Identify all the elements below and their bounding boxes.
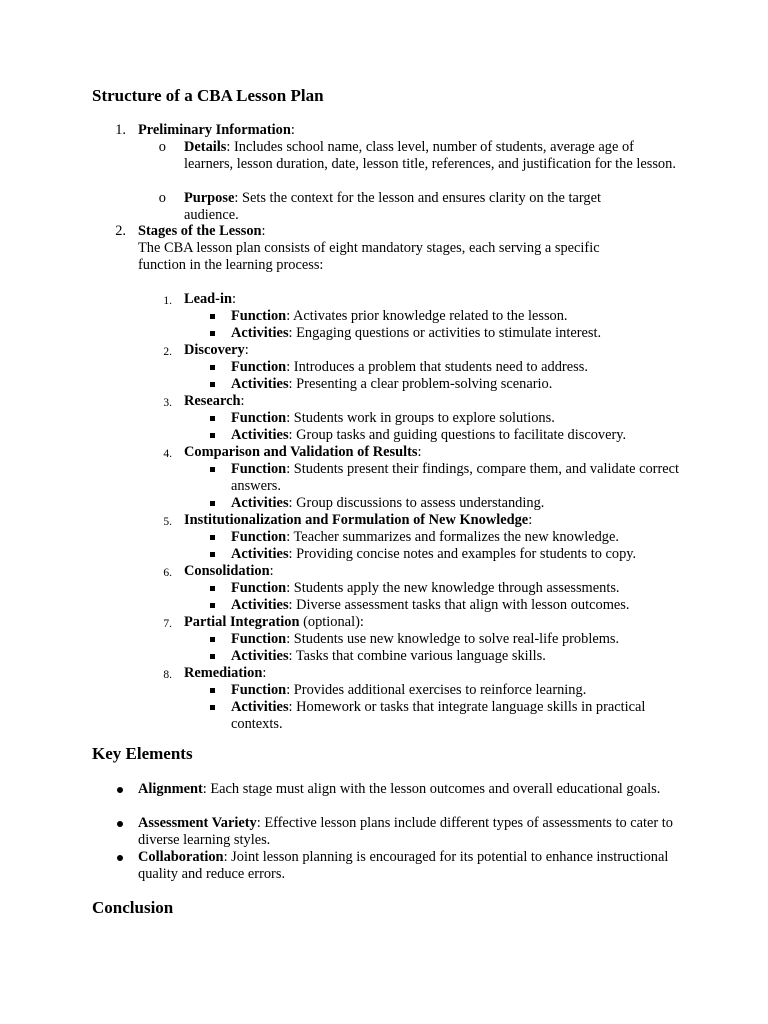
stage-header: [0, 291, 768, 308]
stage-activities-value: : Tasks that combine various language skills.: [288, 648, 546, 664]
key-element-term: Assessment Variety: [138, 815, 257, 831]
stage-function-label: Function: [231, 410, 287, 426]
stage-name: Research: [184, 393, 241, 409]
stage-suffix: :: [262, 665, 267, 681]
square-bullet-icon: [210, 501, 215, 506]
stage-header: [0, 563, 768, 580]
stage-function-text: [231, 359, 681, 376]
key-element-term: Collaboration: [138, 849, 224, 865]
square-bullet-icon: [210, 416, 215, 421]
bullet-dot-icon: [117, 821, 123, 827]
key-element-desc: : Joint lesson planning is encouraged for its potential to enhance instructional quality and reduce errors.: [138, 849, 669, 882]
stage-number: 1.: [163, 295, 172, 307]
page-title: Structure of a CBA Lesson Plan: [92, 86, 324, 105]
stage-function-text: [231, 631, 681, 648]
section-intro: The CBA lesson plan consists of eight mandatory stages, each serving a specific function in the learning process:: [138, 240, 600, 273]
stage-activities-text: [231, 495, 681, 512]
stage-title-line: [184, 512, 532, 528]
stage-function-text: [231, 410, 681, 427]
stage-suffix: :: [417, 444, 422, 460]
stage-title-line: [184, 563, 274, 579]
stage-function-row: [0, 631, 768, 648]
key-element-term: Alignment: [138, 781, 203, 797]
stage-suffix: :: [528, 512, 533, 528]
stage-activities-value: : Providing concise notes and examples for students to copy.: [288, 546, 637, 562]
stage-item: [0, 563, 768, 614]
stage-activities-text: [231, 699, 681, 733]
stage-activities-value: : Engaging questions or activities to stimulate interest.: [288, 325, 602, 341]
bullet-dot-icon: [117, 787, 123, 793]
stage-activities-text: [231, 427, 681, 444]
stage-item: [0, 512, 768, 563]
item-term: Purpose: [184, 190, 235, 206]
stage-activities-text: [231, 546, 681, 563]
stage-function-value: : Provides additional exercises to reinforce learning.: [286, 682, 587, 698]
stage-number: 2.: [163, 346, 172, 358]
stage-activities-row: [0, 597, 768, 614]
key-element-desc: : Each stage must align with the lesson outcomes and overall educational goals.: [202, 781, 661, 797]
stage-item: [0, 665, 768, 733]
stage-function-value: : Activates prior knowledge related to the lesson.: [286, 308, 568, 324]
stage-activities-row: [0, 427, 768, 444]
square-bullet-icon: [210, 688, 215, 693]
item-term: Details: [184, 139, 227, 155]
stage-activities-label: Activities: [231, 546, 289, 562]
key-element-text: [138, 849, 673, 883]
stage-name: Lead-in: [184, 291, 232, 307]
stage-function-value: : Students use new knowledge to solve real-life problems.: [286, 631, 620, 647]
square-bullet-icon: [210, 331, 215, 336]
stage-function-text: [231, 461, 681, 495]
conclusion-heading: Conclusion: [92, 898, 174, 917]
square-bullet-icon: [210, 705, 215, 710]
stage-activities-text: [231, 325, 681, 342]
stage-title-line: [184, 393, 244, 409]
stage-function-row: [0, 308, 768, 325]
stage-suffix: :: [231, 291, 236, 307]
stage-function-value: : Teacher summarizes and formalizes the new knowledge.: [286, 529, 619, 545]
stage-activities-text: [231, 597, 681, 614]
square-bullet-icon: [210, 382, 215, 387]
list-number: 2.: [115, 223, 126, 239]
stage-function-label: Function: [231, 580, 287, 596]
square-bullet-icon: [210, 586, 215, 591]
stage-suffix: :: [240, 393, 245, 409]
square-bullet-icon: [210, 654, 215, 659]
stage-function-label: Function: [231, 631, 287, 647]
bullet-marker: o: [158, 190, 166, 206]
stage-suffix: (optional):: [299, 614, 364, 630]
stage-function-label: Function: [231, 529, 287, 545]
stage-function-row: [0, 359, 768, 376]
stage-header: [0, 342, 768, 359]
stage-number: 4.: [163, 448, 172, 460]
stage-header: [0, 512, 768, 529]
stage-function-text: [231, 682, 681, 699]
key-element-text: [138, 815, 673, 849]
stage-function-label: Function: [231, 461, 287, 477]
stage-activities-row: [0, 546, 768, 563]
square-bullet-icon: [210, 535, 215, 540]
square-bullet-icon: [210, 637, 215, 642]
stage-header: [0, 665, 768, 682]
stage-activities-value: : Group discussions to assess understanding.: [288, 495, 545, 511]
stage-function-row: [0, 529, 768, 546]
stage-title-line: [184, 342, 249, 358]
square-bullet-icon: [210, 552, 215, 557]
stage-activities-row: [0, 648, 768, 665]
bullet-dot-icon: [117, 855, 123, 861]
stage-header: [0, 614, 768, 631]
stage-function-value: : Students work in groups to explore solutions.: [286, 410, 555, 426]
section-title: Preliminary Information: [138, 122, 291, 138]
stage-name: Institutionalization and Formulation of New Knowledge: [184, 512, 529, 528]
stage-activities-label: Activities: [231, 325, 289, 341]
stage-suffix: :: [269, 563, 274, 579]
stage-activities-value: : Homework or tasks that integrate language skills in practical contexts.: [231, 699, 646, 732]
item-text: : Includes school name, class level, number of students, average age of learners, lesson duration, date, lesson title, references, and justification for the lesson.: [184, 139, 676, 172]
key-element-desc: : Effective lesson plans include different types of assessments to cater to diverse learning styles.: [138, 815, 673, 848]
stage-function-label: Function: [231, 359, 287, 375]
list-item: [0, 139, 768, 190]
stage-activities-label: Activities: [231, 376, 289, 392]
stage-function-row: [0, 410, 768, 427]
stage-number: 3.: [163, 397, 172, 409]
square-bullet-icon: [210, 603, 215, 608]
stage-activities-row: [0, 325, 768, 342]
stage-activities-value: : Presenting a clear problem-solving scenario.: [288, 376, 553, 392]
stage-function-row: [0, 580, 768, 597]
stage-number: 8.: [163, 669, 172, 681]
stage-name: Remediation: [184, 665, 263, 681]
list-item: [0, 849, 768, 883]
stage-title-line: [184, 665, 266, 681]
stage-function-row: [0, 682, 768, 699]
stage-function-value: : Introduces a problem that students need to address.: [286, 359, 588, 375]
key-elements-heading: Key Elements: [92, 744, 193, 763]
item-text: : Sets the context for the lesson and ensures clarity on the target audience.: [184, 190, 601, 223]
stage-function-text: [231, 308, 681, 325]
stage-function-label: Function: [231, 308, 287, 324]
section-stages: 2. Stages of the Lesson: The CBA lesson plan consists of eight mandatory stages, each serving a specific function in the learning process:: [0, 223, 768, 274]
stage-activities-text: [231, 376, 681, 393]
stage-item: [0, 444, 768, 512]
stage-item: [0, 342, 768, 393]
stage-name: Comparison and Validation of Results: [184, 444, 418, 460]
stage-activities-label: Activities: [231, 495, 289, 511]
section-preliminary: 1. Preliminary Information: o Details: Includes school name, class level, number of students, average age of learners, lesson duration, date, lesson title, references, and justification for the lesson. o Purpose: Sets the context for the lesson and ensures clarity on the target audience.: [0, 122, 768, 224]
stage-function-value: : Students present their findings, compare them, and validate correct answers.: [231, 461, 680, 494]
stage-suffix: :: [244, 342, 249, 358]
stage-function-text: [231, 580, 681, 597]
stage-item: [0, 393, 768, 444]
list-item: [0, 190, 768, 224]
stage-activities-label: Activities: [231, 427, 289, 443]
stage-name: Partial Integration: [184, 614, 300, 630]
stage-activities-value: : Group tasks and guiding questions to facilitate discovery.: [288, 427, 627, 443]
square-bullet-icon: [210, 314, 215, 319]
list-number: 1.: [115, 122, 126, 138]
square-bullet-icon: [210, 467, 215, 472]
stage-number: 5.: [163, 516, 172, 528]
square-bullet-icon: [210, 433, 215, 438]
stage-function-text: [231, 529, 681, 546]
list-item: [0, 781, 768, 815]
stage-number: 7.: [163, 618, 172, 630]
key-element-text: [138, 781, 673, 798]
stage-function-value: : Students apply the new knowledge through assessments.: [286, 580, 620, 596]
square-bullet-icon: [210, 365, 215, 370]
stage-name: Consolidation: [184, 563, 270, 579]
stages-list: [0, 291, 768, 733]
stage-header: [0, 393, 768, 410]
stage-title-line: [184, 291, 236, 307]
stage-name: Discovery: [184, 342, 245, 358]
stage-item: [0, 291, 768, 342]
key-elements-list: [0, 781, 768, 883]
stage-number: 6.: [163, 567, 172, 579]
stage-activities-text: [231, 648, 681, 665]
stage-activities-value: : Diverse assessment tasks that align with lesson outcomes.: [288, 597, 630, 613]
stage-title-line: [184, 614, 364, 630]
stage-activities-label: Activities: [231, 597, 289, 613]
stage-title-line: [184, 444, 422, 460]
stage-activities-row: [0, 495, 768, 512]
stage-activities-row: [0, 376, 768, 393]
section-title: Stages of the Lesson: [138, 223, 262, 239]
stage-header: [0, 444, 768, 461]
stage-activities-row: [0, 699, 768, 733]
list-item: [0, 815, 768, 849]
stage-activities-label: Activities: [231, 648, 289, 664]
stage-item: [0, 614, 768, 665]
stage-function-label: Function: [231, 682, 287, 698]
bullet-marker: o: [158, 139, 166, 155]
stage-function-row: [0, 461, 768, 495]
stage-activities-label: Activities: [231, 699, 289, 715]
